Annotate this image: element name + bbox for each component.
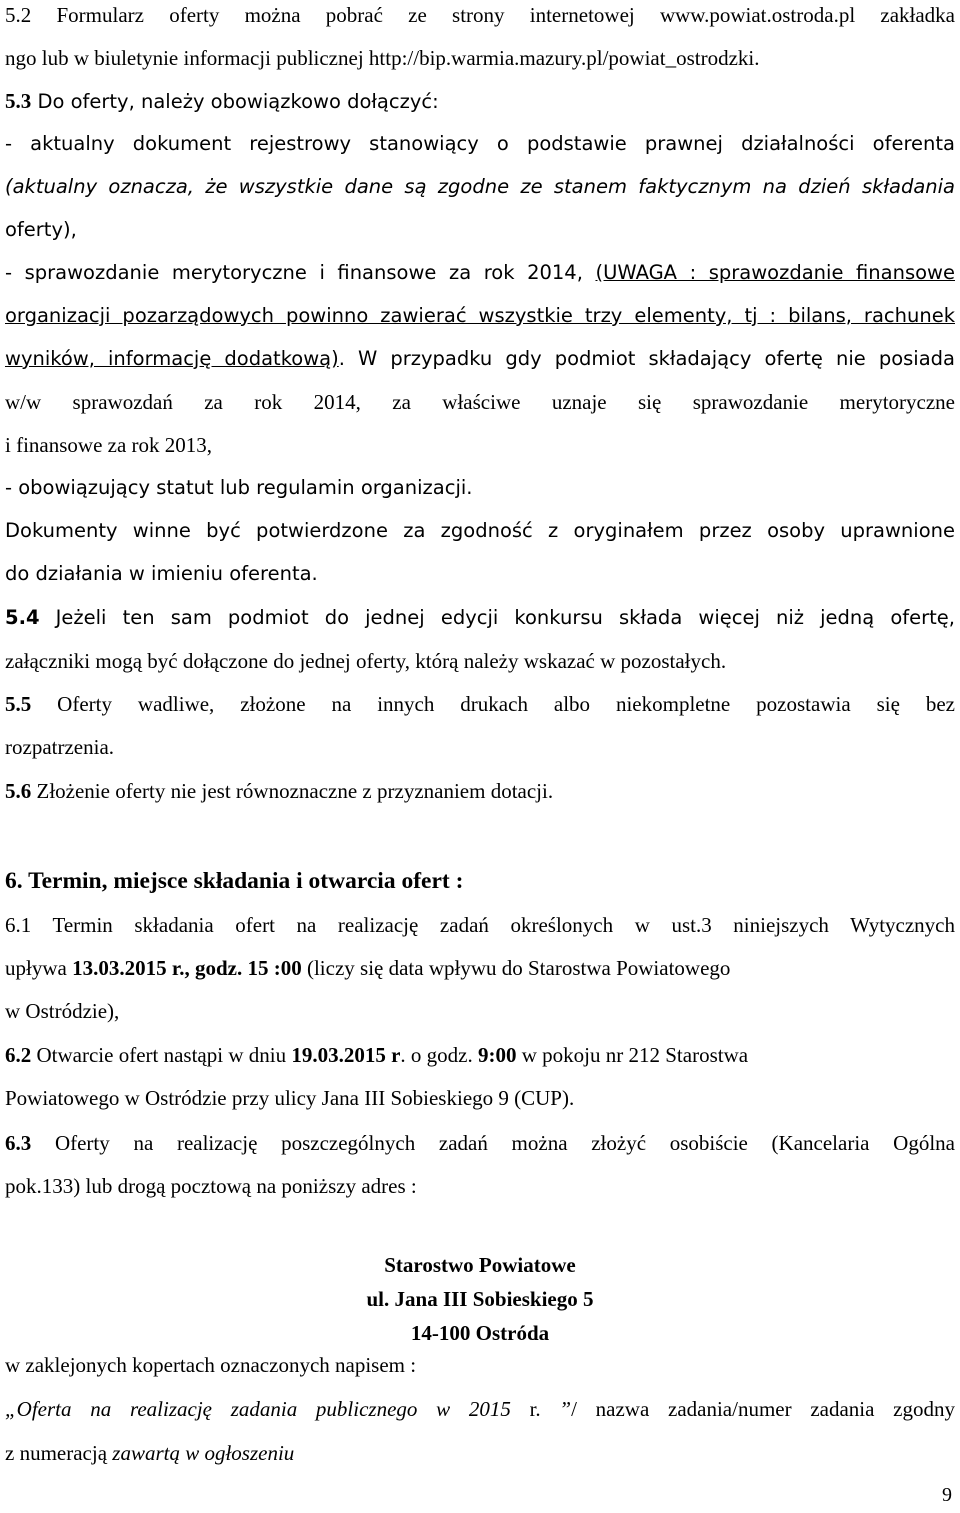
section-5-2-line-2: ngo lub w biuletynie informacji publicznej http://bip.warmia.mazury.pl/powiat_ostrodzki. xyxy=(5,46,760,70)
attachment-item-2-line-4: w/w sprawozdań za rok 2014, za właściwe uznaje się sprawozdanie merytoryczne xyxy=(5,390,955,414)
address-line-3: 14-100 Ostróda xyxy=(410,1321,550,1345)
attachment-item-2-text: - sprawozdanie merytoryczne i finansowe za rok 2014, xyxy=(5,261,596,284)
section-6-3-text: Oferty na realizację poszczególnych zadań można złożyć osobiście (Kancelaria Ogólna xyxy=(31,1131,955,1155)
deadline-date: 13.03.2015 r., godz. 15 :00 xyxy=(72,956,302,980)
section-5-5-line-1 xyxy=(5,691,955,717)
section-5-6-text: Złożenie oferty nie jest równoznaczne z przyznaniem dotacji. xyxy=(31,779,554,803)
section-6-2-text-2: . o godz. xyxy=(400,1043,478,1067)
section-6-2-line-2: Powiatowego w Ostródzie przy ulicy Jana III Sobieskiego 9 (CUP). xyxy=(5,1086,575,1110)
envelope-label-numbering: z numeracją xyxy=(5,1441,113,1465)
section-5-4-text: Jeżeli ten sam podmiot do jednej edycji konkursu składa więcej niż jedną ofertę, xyxy=(39,606,955,629)
section-6-1-line-2 xyxy=(5,955,955,981)
section-6-1-line-3: w Ostródzie), xyxy=(5,999,120,1023)
attachment-item-1-line-3: oferty), xyxy=(5,218,77,241)
opening-date: 19.03.2015 r xyxy=(291,1043,401,1067)
envelope-label-rest: / nazwa zadania/numer zadania zgodny xyxy=(571,1397,955,1421)
attention-note-line-2: organizacji pozarządowych powinno zawierać wszystkie trzy elementy, tj : bilans, rachunek xyxy=(5,304,955,327)
section-5-3-intro xyxy=(5,88,955,115)
envelope-label-text: „Oferta na realizację zadania publicznego w 2015 xyxy=(5,1397,530,1421)
section-6-1-note: (liczy się data wpływu do Starostwa Powiatowego xyxy=(301,956,731,980)
address-line-1: Starostwo Powiatowe xyxy=(384,1253,576,1277)
section-number: 5.3 xyxy=(5,89,32,113)
section-6-heading: 6. Termin, miejsce składania i otwarcia ofert : xyxy=(5,868,464,894)
opening-time: 9:00 xyxy=(478,1043,517,1067)
section-6-2-text: Otwarcie ofert nastąpi w dniu xyxy=(31,1043,292,1067)
attachment-item-2-continuation: . W przypadku gdy podmiot składający ofertę nie posiada xyxy=(338,347,955,370)
section-5-2-line-1: 5.2 Formularz oferty można pobrać ze strony internetowej www.powiat.ostroda.pl zakładka xyxy=(5,3,955,27)
envelope-label-line-2 xyxy=(5,1440,955,1466)
section-5-3-intro-text: Do oferty, należy obowiązkowo dołączyć: xyxy=(31,90,439,113)
envelope-label-r: r. xyxy=(529,1397,560,1421)
section-6-2-text-3: w pokoju nr 212 Starostwa xyxy=(516,1043,749,1067)
section-5-5-line-2: rozpatrzenia. xyxy=(5,735,115,759)
section-5-4-line-2: załączniki mogą być dołączone do jednej oferty, którą należy wskazać w pozostałych. xyxy=(5,649,727,673)
certification-note-line-2: do działania w imieniu oferenta. xyxy=(5,562,318,585)
certification-note-line-1: Dokumenty winne być potwierdzone za zgodność z oryginałem przez osoby uprawnione xyxy=(5,519,955,542)
section-number: 6.2 xyxy=(5,1043,32,1067)
envelope-label-quote: ” xyxy=(559,1397,572,1421)
section-number: 5.5 xyxy=(5,692,32,716)
address-line-2: ul. Jana III Sobieskiego 5 xyxy=(366,1287,594,1311)
envelope-label-line-1 xyxy=(5,1396,955,1422)
envelope-label-announcement: zawartą w ogłoszeniu xyxy=(112,1441,295,1465)
section-6-3-line-1 xyxy=(5,1130,955,1156)
page-number: 9 xyxy=(942,1484,952,1506)
section-5-4-line-1 xyxy=(5,605,955,631)
section-6-1-text: upływa xyxy=(5,956,73,980)
attention-note-end: wyników, informację dodatkową) xyxy=(5,347,339,370)
section-5-6 xyxy=(5,778,955,804)
section-number: 5.4 xyxy=(5,606,40,629)
attachment-item-2-line-5: i finansowe za rok 2013, xyxy=(5,433,213,457)
section-5-5-text: Oferty wadliwe, złożone na innych drukach albo niekompletne pozostawia się bez xyxy=(31,692,955,716)
attachment-item-1-line-1: - aktualny dokument rejestrowy stanowiący o podstawie prawnej działalności oferenta xyxy=(5,132,955,155)
attachment-item-1-line-2: (aktualny oznacza, że wszystkie dane są zgodne ze stanem faktycznym na dzień składania xyxy=(5,175,955,198)
attachment-item-2-line-1 xyxy=(5,260,955,286)
attachment-item-2-line-3 xyxy=(5,346,955,372)
attachment-item-3: - obowiązujący statut lub regulamin organizacji. xyxy=(5,476,473,499)
section-6-3-line-2: pok.133) lub drogą pocztową na poniższy adres : xyxy=(5,1174,417,1198)
envelope-instruction: w zaklejonych kopertach oznaczonych napisem : xyxy=(5,1353,417,1377)
section-6-2-line-1 xyxy=(5,1042,955,1068)
attention-note: (UWAGA : sprawozdanie finansowe xyxy=(595,261,955,284)
section-number: 5.6 xyxy=(5,779,32,803)
section-number: 6.3 xyxy=(5,1131,32,1155)
section-6-1-line-1: 6.1 Termin składania ofert na realizację zadań określonych w ust.3 niniejszych Wytycznych xyxy=(5,913,955,937)
